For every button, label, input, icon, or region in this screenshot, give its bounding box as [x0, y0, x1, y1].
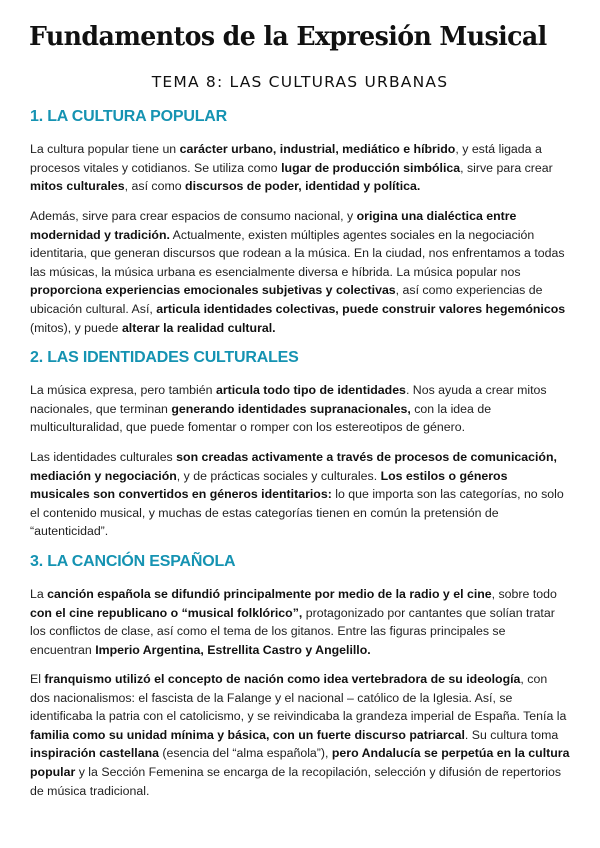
section-heading-cultura-popular: 1. LA CULTURA POPULAR	[30, 108, 227, 125]
paragraph: El franquismo utilizó el concepto de nación como idea vertebradora de su ideología, con dos nacionalismos: el fascista de la Falange y el nacional – católico de la Iglesia. Así, se identificaba la patria con el catolicismo, y se reivindicaba la grandeza imperial de España. Tenía la familia como su unidad mínima y básica, con un fuerte discurso patriarcal. Su cultura toma inspiración castellana (esencia del “alma española”), pero Andalucía se perpetúa en la cultura popular y la Sección Femenina se encarga de la recopilación, selección y difusión de repertorios de música tradicional.	[30, 672, 570, 798]
bold-phrase: alterar la realidad cultural.	[121, 320, 276, 335]
bold-phrase: son creadas activamente a través de procesos de comunicación, mediación y negociación	[30, 450, 557, 483]
bold-phrase: Los estilos o géneros musicales son convertidos en géneros identitarios:	[30, 468, 508, 502]
bold-phrase: origina una dialéctica entre modernidad y tradición.	[30, 209, 517, 242]
bold-phrase: proporciona experiencias emocionales subjetivas y colectivas	[30, 283, 396, 298]
section-heading-cancion-espanola: 3. LA CANCIÓN ESPAÑOLA	[30, 553, 236, 570]
bold-phrase: inspiración castellana	[30, 746, 159, 761]
bold-phrase: con el cine republicano o “musical folklórico”,	[30, 605, 303, 620]
paragraph: La música expresa, pero también articula todo tipo de identidades. Nos ayuda a crear mitos nacionales, que terminan generando identidades supranacionales, con la idea de multiculturalidad, que puede fomentar o romper con los estereotipos de género.	[30, 383, 547, 435]
bold-phrase: discursos de poder, identidad y política.	[185, 179, 421, 194]
bold-phrase: familia como su unidad mínima y básica, con un fuerte discurso patriarcal	[30, 727, 465, 742]
bold-phrase: canción española se difundió principalmente por medio de la radio y el cine	[47, 587, 492, 601]
document-title: Fundamentos de la Expresión Musical	[29, 22, 547, 52]
bold-phrase: Imperio Argentina, Estrellita Castro y Angelillo.	[95, 642, 371, 657]
paragraph: Además, sirve para crear espacios de consumo nacional, y origina una dialéctica entre modernidad y tradición. Actualmente, existen múltiples agentes sociales en la negociación identitaria, que generan discursos que rodean a la música. En la ciudad, nos enfrentamos a todas las músicas, la música urbana es esencialmente diversa e híbrida. La música popular nos proporciona experiencias emocionales subjetivas y colectivas, así como experiencias de ubicación cultural. Así, articula identidades colectivas, puede construir valores hegemónicos (mitos), y puede alterar la realidad cultural.	[30, 209, 566, 335]
bold-phrase: mitos culturales	[30, 179, 125, 194]
bold-phrase: generando identidades supranacionales,	[171, 401, 411, 416]
section-heading-identidades-culturales: 2. LAS IDENTIDADES CULTURALES	[30, 349, 299, 366]
bold-phrase: pero Andalucía se perpetúa en la cultura popular	[30, 746, 570, 779]
document-subtitle: TEMA 8: LAS CULTURAS URBANAS	[151, 73, 449, 91]
bold-phrase: articula todo tipo de identidades	[215, 383, 406, 397]
bold-phrase: lugar de producción simbólica	[281, 160, 461, 175]
paragraph: La cultura popular tiene un carácter urbano, industrial, mediático e híbrido, y está ligada a procesos vitales y cotidianos. Se utiliza como lugar de producción simbólica, sirve para crear mitos culturales, así como discursos de poder, identidad y política.	[30, 142, 553, 194]
paragraph: Las identidades culturales son creadas activamente a través de procesos de comunicación, mediación y negociación, y de prácticas sociales y culturales. Los estilos o géneros musicales son convertidos en géneros identitarios: lo que importa son las categorías, no solo el contenido musical, y muchas de estas categorías tienen en común la pretensión de “autenticidad”.	[30, 450, 564, 539]
bold-phrase: articula identidades colectivas, puede construir valores hegemónicos	[156, 301, 566, 316]
bold-phrase: franquismo utilizó el concepto de nación como idea vertebradora de su ideología	[44, 672, 521, 686]
paragraph: La canción española se difundió principalmente por medio de la radio y el cine, sobre todo con el cine republicano o “musical folklórico”, protagonizado por cantantes que solían tratar los conflictos de clase, así como el tema de los gitanos. Entre las figuras principales se encuentran Imperio Argentina, Estrellita Castro y Angelillo.	[30, 587, 557, 657]
bold-phrase: carácter urbano, industrial, mediático e híbrido	[179, 142, 456, 156]
